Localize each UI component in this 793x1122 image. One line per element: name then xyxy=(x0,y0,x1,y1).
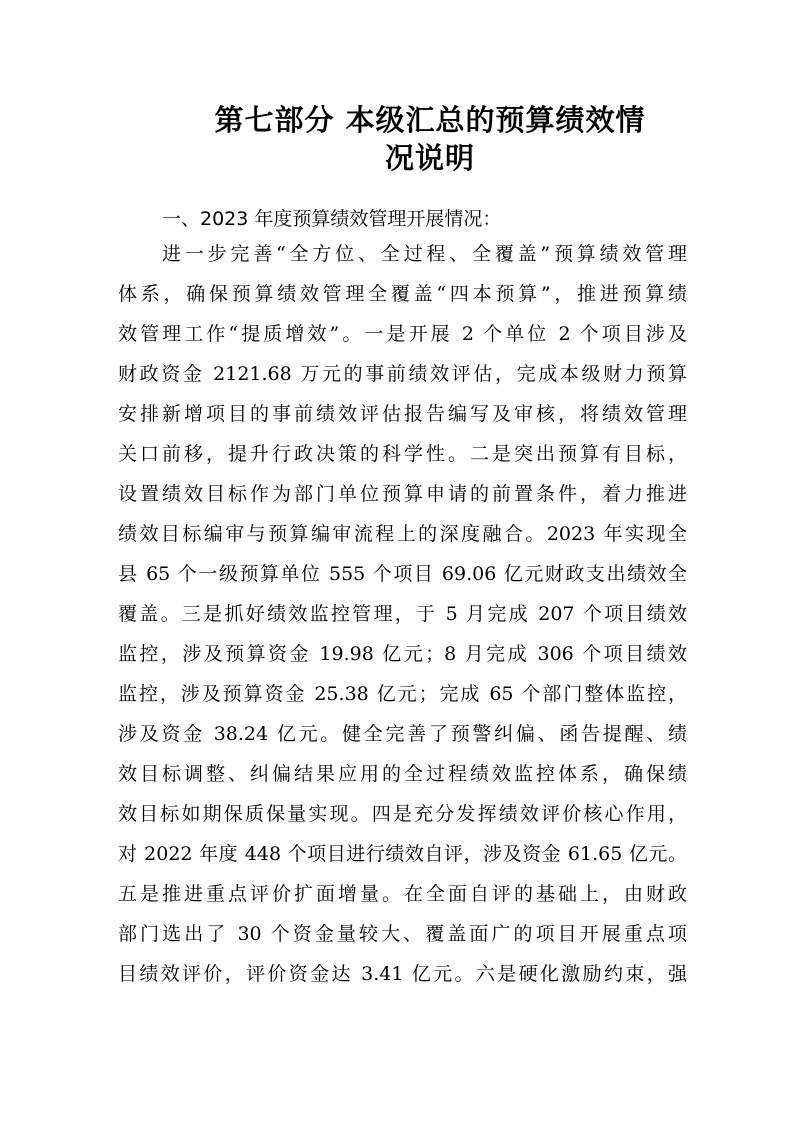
body-line: 对 2022 年度 448 个项目进行绩效自评，涉及资金 61.65 亿元。 xyxy=(118,843,687,865)
body-line: 绩效目标编审与预算编审流程上的深度融合。2023 年实现全 xyxy=(118,523,687,545)
body-line: 安排新增项目的事前绩效评估报告编写及审核，将绩效管理 xyxy=(118,403,687,425)
page-title-line-1: 第七部分 本级汇总的预算绩效情 xyxy=(214,103,646,137)
body-line: 部门选出了 30 个资金量较大、覆盖面广的项目开展重点项 xyxy=(118,923,687,945)
section-heading: 一、2023 年度预算绩效管理开展情况： xyxy=(162,208,502,230)
body-line: 覆盖。三是抓好绩效监控管理，于 5 月完成 207 个项目绩效 xyxy=(118,603,687,625)
body-line: 财政资金 2121.68 万元的事前绩效评估，完成本级财力预算 xyxy=(118,363,687,385)
page-title-line-2: 况说明 xyxy=(384,141,475,175)
body-line: 县 65 个一级预算单位 555 个项目 69.06 亿元财政支出绩效全 xyxy=(118,563,687,585)
body-line: 监控，涉及预算资金 25.38 亿元；完成 65 个部门整体监控， xyxy=(118,683,687,705)
body-line: 体系，确保预算绩效管理全覆盖“四本预算”，推进预算绩 xyxy=(118,283,687,305)
body-line: 效目标调整、纠偏结果应用的全过程绩效监控体系，确保绩 xyxy=(118,763,687,785)
body-line: 进一步完善“全方位、全过程、全覆盖”预算绩效管理 xyxy=(162,243,687,265)
body-line: 目绩效评价，评价资金达 3.41 亿元。六是硬化激励约束，强 xyxy=(118,963,687,985)
body-line: 设置绩效目标作为部门单位预算申请的前置条件，着力推进 xyxy=(118,483,687,505)
body-line: 监控，涉及预算资金 19.98 亿元；8 月完成 306 个项目绩效 xyxy=(118,643,687,665)
body-line: 效管理工作“提质增效”。一是开展 2 个单位 2 个项目涉及 xyxy=(118,323,687,345)
body-line: 五是推进重点评价扩面增量。在全面自评的基础上，由财政 xyxy=(118,883,687,905)
body-line: 涉及资金 38.24 亿元。健全完善了预警纠偏、函告提醒、绩 xyxy=(118,723,687,745)
body-line: 效目标如期保质保量实现。四是充分发挥绩效评价核心作用， xyxy=(118,803,687,825)
body-line: 关口前移，提升行政决策的科学性。二是突出预算有目标， xyxy=(118,443,687,465)
